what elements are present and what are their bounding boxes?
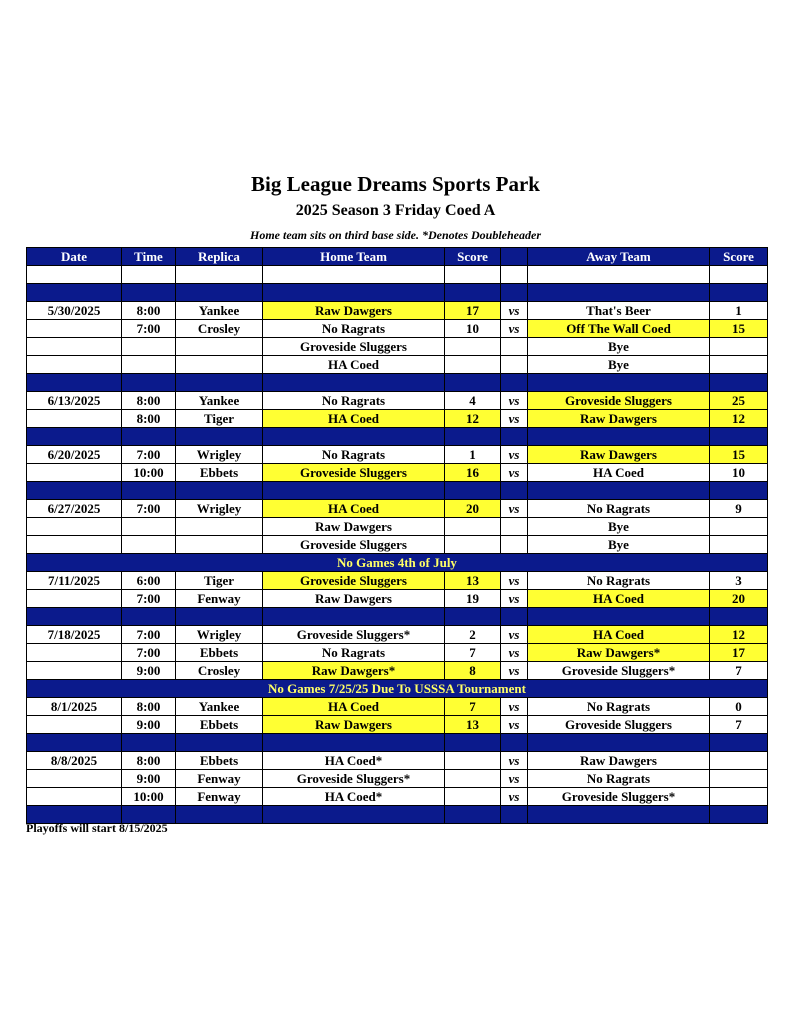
time-cell: 7:00: [122, 626, 176, 644]
separator-row: [27, 284, 768, 302]
away-team-cell: Raw Dawgers: [528, 410, 710, 428]
replica-cell: Wrigley: [176, 626, 263, 644]
vs-cell: [501, 284, 528, 302]
away-team-cell: [528, 374, 710, 392]
home-score-cell: [445, 284, 501, 302]
schedule-body: [27, 266, 768, 824]
separator-row: [27, 482, 768, 500]
away-score-cell: 7: [710, 716, 768, 734]
time-cell: 9:00: [122, 716, 176, 734]
vs-cell: vs: [501, 752, 528, 770]
date-cell: [27, 716, 122, 734]
replica-cell: [176, 482, 263, 500]
away-team-cell: Raw Dawgers*: [528, 644, 710, 662]
time-cell: 10:00: [122, 788, 176, 806]
replica-cell: Yankee: [176, 302, 263, 320]
vs-cell: vs: [501, 446, 528, 464]
time-cell: [122, 338, 176, 356]
away-team-cell: [528, 806, 710, 824]
home-team-cell: Raw Dawgers: [263, 302, 445, 320]
date-cell: 5/30/2025: [27, 302, 122, 320]
time-cell: [122, 482, 176, 500]
table-row: [27, 752, 768, 770]
home-team-cell: No Ragrats: [263, 446, 445, 464]
vs-cell: vs: [501, 788, 528, 806]
vs-cell: [501, 734, 528, 752]
home-team-cell: HA Coed: [263, 698, 445, 716]
away-score-cell: [710, 356, 768, 374]
playoffs-note: Playoffs will start 8/15/2025: [26, 821, 168, 835]
table-row: [27, 770, 768, 788]
home-score-cell: [445, 752, 501, 770]
home-score-cell: [445, 788, 501, 806]
away-team-cell: Raw Dawgers: [528, 752, 710, 770]
away-score-cell: [710, 338, 768, 356]
col-away-team-header: Away Team: [528, 248, 710, 266]
table-row: [27, 644, 768, 662]
time-cell: 8:00: [122, 392, 176, 410]
time-cell: [122, 518, 176, 536]
home-score-cell: 1: [445, 446, 501, 464]
home-team-cell: [263, 734, 445, 752]
replica-cell: Ebbets: [176, 464, 263, 482]
col-home-score-header: Score: [445, 248, 501, 266]
home-team-cell: No Ragrats: [263, 392, 445, 410]
home-score-cell: 17: [445, 302, 501, 320]
col-time-header: Time: [122, 248, 176, 266]
away-team-cell: HA Coed: [528, 590, 710, 608]
away-score-cell: [710, 482, 768, 500]
home-team-cell: Raw Dawgers*: [263, 662, 445, 680]
date-cell: [27, 590, 122, 608]
date-cell: [27, 518, 122, 536]
replica-cell: Crosley: [176, 662, 263, 680]
separator-row: [27, 608, 768, 626]
away-team-cell: Groveside Sluggers*: [528, 788, 710, 806]
time-cell: 7:00: [122, 590, 176, 608]
home-score-cell: 8: [445, 662, 501, 680]
banner-row: [27, 680, 768, 698]
away-score-cell: 0: [710, 698, 768, 716]
replica-cell: Tiger: [176, 410, 263, 428]
banner-text: No Games 7/25/25 Due To USSSA Tournament: [27, 680, 768, 698]
home-score-cell: [445, 536, 501, 554]
time-cell: 8:00: [122, 410, 176, 428]
away-team-cell: Groveside Sluggers: [528, 392, 710, 410]
away-team-cell: Groveside Sluggers: [528, 716, 710, 734]
vs-cell: [501, 536, 528, 554]
home-team-cell: [263, 428, 445, 446]
away-team-cell: [528, 734, 710, 752]
replica-cell: Wrigley: [176, 446, 263, 464]
date-cell: 8/1/2025: [27, 698, 122, 716]
home-score-cell: [445, 374, 501, 392]
home-team-cell: Groveside Sluggers: [263, 464, 445, 482]
away-team-cell: That's Beer: [528, 302, 710, 320]
replica-cell: Fenway: [176, 788, 263, 806]
away-team-cell: No Ragrats: [528, 770, 710, 788]
col-home-team-header: Home Team: [263, 248, 445, 266]
time-cell: 7:00: [122, 446, 176, 464]
replica-cell: [176, 608, 263, 626]
date-cell: 7/11/2025: [27, 572, 122, 590]
date-cell: [27, 788, 122, 806]
replica-cell: [176, 374, 263, 392]
date-cell: 8/8/2025: [27, 752, 122, 770]
page-subtitle: 2025 Season 3 Friday Coed A: [295, 202, 496, 219]
away-team-cell: No Ragrats: [528, 572, 710, 590]
replica-cell: [176, 536, 263, 554]
home-score-cell: [445, 428, 501, 446]
away-team-cell: Off The Wall Coed: [528, 320, 710, 338]
date-cell: [27, 356, 122, 374]
home-team-cell: Raw Dawgers: [263, 716, 445, 734]
table-row: [27, 572, 768, 590]
time-cell: 9:00: [122, 770, 176, 788]
vs-cell: vs: [501, 572, 528, 590]
date-cell: [27, 338, 122, 356]
date-cell: [27, 320, 122, 338]
home-score-cell: 12: [445, 410, 501, 428]
replica-cell: [176, 806, 263, 824]
home-score-cell: [445, 806, 501, 824]
away-score-cell: 15: [710, 320, 768, 338]
time-cell: 8:00: [122, 302, 176, 320]
home-team-cell: Groveside Sluggers: [263, 572, 445, 590]
date-cell: [27, 536, 122, 554]
date-cell: [27, 770, 122, 788]
home-score-cell: [445, 770, 501, 788]
away-score-cell: 25: [710, 392, 768, 410]
vs-cell: vs: [501, 464, 528, 482]
vs-cell: vs: [501, 590, 528, 608]
date-cell: [27, 266, 122, 284]
home-team-cell: [263, 482, 445, 500]
time-cell: 8:00: [122, 752, 176, 770]
home-score-cell: [445, 518, 501, 536]
replica-cell: Ebbets: [176, 644, 263, 662]
table-row: [27, 590, 768, 608]
table-row: [27, 410, 768, 428]
vs-cell: [501, 266, 528, 284]
away-team-cell: Bye: [528, 536, 710, 554]
home-team-cell: HA Coed*: [263, 788, 445, 806]
vs-cell: [501, 518, 528, 536]
replica-cell: Wrigley: [176, 500, 263, 518]
time-cell: 6:00: [122, 572, 176, 590]
home-score-cell: 4: [445, 392, 501, 410]
away-score-cell: [710, 284, 768, 302]
time-cell: [122, 536, 176, 554]
away-score-cell: 12: [710, 410, 768, 428]
separator-row: [27, 734, 768, 752]
page-title: Big League Dreams Sports Park: [251, 172, 540, 196]
away-score-cell: [710, 536, 768, 554]
date-cell: [27, 374, 122, 392]
away-score-cell: [710, 770, 768, 788]
time-cell: 10:00: [122, 464, 176, 482]
home-team-cell: No Ragrats: [263, 320, 445, 338]
table-row: [27, 716, 768, 734]
page-note: Home team sits on third base side. *Denotes Doubleheader: [250, 228, 541, 242]
vs-cell: vs: [501, 320, 528, 338]
away-score-cell: 1: [710, 302, 768, 320]
away-score-cell: 12: [710, 626, 768, 644]
away-score-cell: 20: [710, 590, 768, 608]
replica-cell: [176, 284, 263, 302]
table-row: [27, 320, 768, 338]
date-cell: [27, 428, 122, 446]
home-score-cell: 20: [445, 500, 501, 518]
date-cell: 6/27/2025: [27, 500, 122, 518]
col-away-score-header: Score: [710, 248, 768, 266]
away-score-cell: 15: [710, 446, 768, 464]
col-replica-header: Replica: [176, 248, 263, 266]
away-team-cell: Bye: [528, 518, 710, 536]
table-row: [27, 392, 768, 410]
separator-row: [27, 428, 768, 446]
table-row: [27, 698, 768, 716]
time-cell: [122, 428, 176, 446]
vs-cell: [501, 356, 528, 374]
home-team-cell: No Ragrats: [263, 644, 445, 662]
home-score-cell: 7: [445, 698, 501, 716]
banner-text: No Games 4th of July: [27, 554, 768, 572]
vs-cell: vs: [501, 662, 528, 680]
away-team-cell: Groveside Sluggers*: [528, 662, 710, 680]
home-team-cell: HA Coed: [263, 410, 445, 428]
home-team-cell: [263, 608, 445, 626]
home-score-cell: 13: [445, 716, 501, 734]
replica-cell: Ebbets: [176, 752, 263, 770]
table-row: [27, 662, 768, 680]
home-team-cell: Raw Dawgers: [263, 518, 445, 536]
date-cell: 6/13/2025: [27, 392, 122, 410]
vs-cell: vs: [501, 392, 528, 410]
col-date-header: Date: [27, 248, 122, 266]
vs-cell: [501, 806, 528, 824]
replica-cell: [176, 266, 263, 284]
away-team-cell: No Ragrats: [528, 500, 710, 518]
away-score-cell: [710, 752, 768, 770]
away-team-cell: [528, 266, 710, 284]
away-score-cell: 3: [710, 572, 768, 590]
replica-cell: Yankee: [176, 392, 263, 410]
home-team-cell: [263, 284, 445, 302]
away-score-cell: 10: [710, 464, 768, 482]
home-score-cell: 10: [445, 320, 501, 338]
vs-cell: [501, 482, 528, 500]
vs-cell: vs: [501, 644, 528, 662]
home-score-cell: 19: [445, 590, 501, 608]
home-score-cell: [445, 734, 501, 752]
table-row: [27, 356, 768, 374]
empty-row: [27, 266, 768, 284]
replica-cell: Tiger: [176, 572, 263, 590]
schedule-table: [26, 247, 768, 824]
home-team-cell: Groveside Sluggers: [263, 536, 445, 554]
away-score-cell: 17: [710, 644, 768, 662]
date-cell: [27, 734, 122, 752]
home-team-cell: [263, 806, 445, 824]
time-cell: 7:00: [122, 320, 176, 338]
home-score-cell: 2: [445, 626, 501, 644]
date-cell: 7/18/2025: [27, 626, 122, 644]
home-team-cell: HA Coed: [263, 356, 445, 374]
away-team-cell: [528, 482, 710, 500]
away-team-cell: Bye: [528, 338, 710, 356]
replica-cell: Ebbets: [176, 716, 263, 734]
time-cell: [122, 608, 176, 626]
vs-cell: [501, 338, 528, 356]
time-cell: [122, 734, 176, 752]
home-score-cell: [445, 266, 501, 284]
table-row: [27, 500, 768, 518]
time-cell: [122, 374, 176, 392]
away-team-cell: [528, 608, 710, 626]
home-team-cell: [263, 266, 445, 284]
vs-cell: [501, 374, 528, 392]
away-score-cell: [710, 806, 768, 824]
vs-cell: vs: [501, 698, 528, 716]
away-score-cell: [710, 518, 768, 536]
away-score-cell: [710, 788, 768, 806]
table-row: [27, 626, 768, 644]
vs-cell: vs: [501, 410, 528, 428]
away-score-cell: [710, 608, 768, 626]
date-cell: 6/20/2025: [27, 446, 122, 464]
away-score-cell: [710, 266, 768, 284]
replica-cell: Yankee: [176, 698, 263, 716]
vs-cell: [501, 608, 528, 626]
away-score-cell: [710, 734, 768, 752]
table-row: [27, 518, 768, 536]
away-team-cell: HA Coed: [528, 626, 710, 644]
time-cell: 9:00: [122, 662, 176, 680]
away-score-cell: 7: [710, 662, 768, 680]
table-row: [27, 446, 768, 464]
away-team-cell: Bye: [528, 356, 710, 374]
home-score-cell: [445, 482, 501, 500]
replica-cell: [176, 338, 263, 356]
col-vs-header: [501, 248, 528, 266]
time-cell: 8:00: [122, 698, 176, 716]
away-score-cell: 9: [710, 500, 768, 518]
away-team-cell: [528, 428, 710, 446]
vs-cell: vs: [501, 302, 528, 320]
home-team-cell: Raw Dawgers: [263, 590, 445, 608]
home-team-cell: Groveside Sluggers*: [263, 770, 445, 788]
home-team-cell: HA Coed*: [263, 752, 445, 770]
table-row: [27, 338, 768, 356]
away-team-cell: Raw Dawgers: [528, 446, 710, 464]
home-score-cell: 7: [445, 644, 501, 662]
replica-cell: [176, 518, 263, 536]
time-cell: 7:00: [122, 644, 176, 662]
home-score-cell: 13: [445, 572, 501, 590]
replica-cell: Fenway: [176, 590, 263, 608]
vs-cell: vs: [501, 716, 528, 734]
vs-cell: [501, 428, 528, 446]
replica-cell: Crosley: [176, 320, 263, 338]
table-row: [27, 536, 768, 554]
home-team-cell: Groveside Sluggers*: [263, 626, 445, 644]
separator-row: [27, 374, 768, 392]
table-row: [27, 464, 768, 482]
date-cell: [27, 608, 122, 626]
away-score-cell: [710, 374, 768, 392]
replica-cell: [176, 428, 263, 446]
table-row: [27, 788, 768, 806]
replica-cell: [176, 734, 263, 752]
header-row: [27, 248, 768, 266]
vs-cell: vs: [501, 770, 528, 788]
time-cell: [122, 284, 176, 302]
home-team-cell: HA Coed: [263, 500, 445, 518]
replica-cell: [176, 356, 263, 374]
away-team-cell: No Ragrats: [528, 698, 710, 716]
away-score-cell: [710, 428, 768, 446]
home-score-cell: 16: [445, 464, 501, 482]
vs-cell: vs: [501, 500, 528, 518]
home-score-cell: [445, 608, 501, 626]
vs-cell: vs: [501, 626, 528, 644]
date-cell: [27, 410, 122, 428]
banner-row: [27, 554, 768, 572]
date-cell: [27, 482, 122, 500]
home-score-cell: [445, 356, 501, 374]
date-cell: [27, 662, 122, 680]
replica-cell: Fenway: [176, 770, 263, 788]
home-team-cell: [263, 374, 445, 392]
table-row: [27, 302, 768, 320]
home-team-cell: Groveside Sluggers: [263, 338, 445, 356]
away-team-cell: HA Coed: [528, 464, 710, 482]
time-cell: 7:00: [122, 500, 176, 518]
date-cell: [27, 644, 122, 662]
time-cell: [122, 266, 176, 284]
time-cell: [122, 356, 176, 374]
home-score-cell: [445, 338, 501, 356]
date-cell: [27, 284, 122, 302]
away-team-cell: [528, 284, 710, 302]
date-cell: [27, 464, 122, 482]
